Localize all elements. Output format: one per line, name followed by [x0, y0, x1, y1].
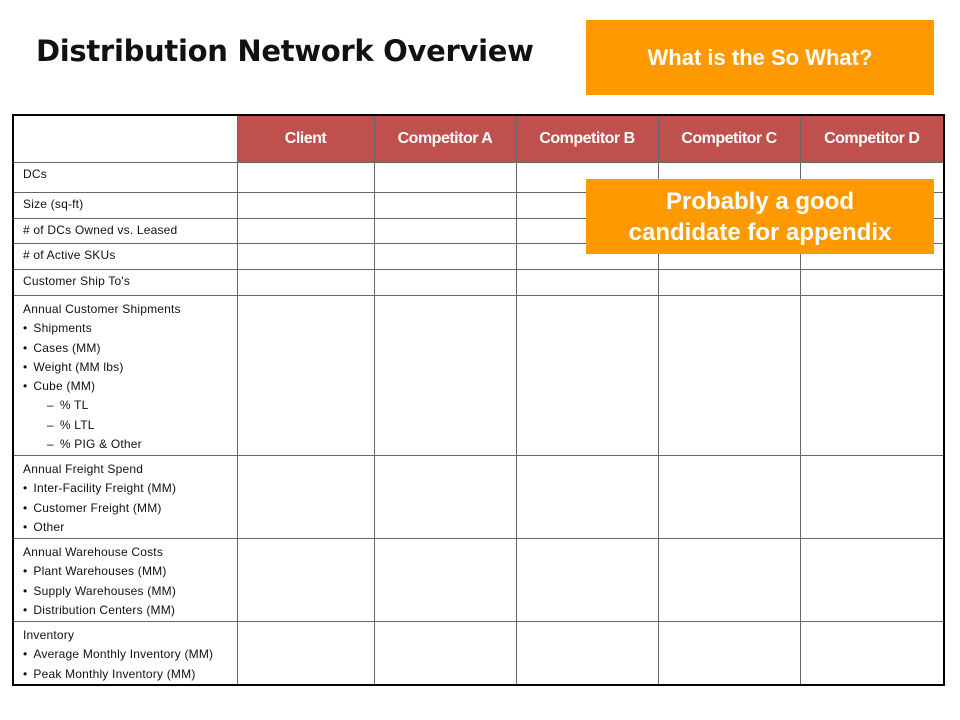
list-item: • Supply Warehouses (MM)	[23, 582, 237, 601]
table-cell	[374, 539, 516, 622]
list-item: • Plant Warehouses (MM)	[23, 562, 237, 581]
header-competitor-a: Competitor A	[374, 115, 516, 163]
table-cell	[516, 456, 658, 539]
row-label-warehouse-costs	[13, 539, 237, 622]
table-cell	[374, 622, 516, 685]
list-item: • Inter-Facility Freight (MM)	[23, 479, 237, 498]
row-heading: Annual Customer Shipments	[23, 302, 181, 316]
table-cell	[237, 539, 374, 622]
table-cell	[658, 539, 800, 622]
list-item: • Other	[23, 518, 237, 537]
table-cell	[374, 270, 516, 296]
row-label-customer-shipments	[13, 296, 237, 456]
table-cell	[237, 622, 374, 685]
header-competitor-c: Competitor C	[658, 115, 800, 163]
slide-title: Distribution Network Overview	[36, 34, 534, 68]
list-item: • Cases (MM)	[23, 339, 237, 358]
list-item: • Customer Freight (MM)	[23, 499, 237, 518]
row-label-ship-tos: Customer Ship To's	[13, 270, 237, 296]
table-row	[13, 270, 944, 296]
table-cell	[800, 539, 944, 622]
table-cell	[658, 622, 800, 685]
row-label-freight-spend	[13, 456, 237, 539]
header-competitor-d: Competitor D	[800, 115, 944, 163]
row-label-active-skus: # of Active SKUs	[13, 244, 237, 270]
row-heading: Inventory	[23, 628, 75, 642]
callout-appendix	[586, 179, 934, 254]
row-label-inventory	[13, 622, 237, 685]
table-cell	[516, 296, 658, 456]
table-cell	[237, 244, 374, 270]
list-item: • Peak Monthly Inventory (MM)	[23, 665, 237, 684]
table-cell	[237, 456, 374, 539]
table-cell	[658, 296, 800, 456]
table-cell	[237, 270, 374, 296]
table-cell	[516, 622, 658, 685]
table-row	[13, 296, 944, 456]
table-cell	[374, 244, 516, 270]
callout-appendix-line2: candidate for appendix	[628, 218, 892, 246]
row-heading: Annual Warehouse Costs	[23, 545, 164, 559]
table-cell	[237, 296, 374, 456]
table-cell	[800, 456, 944, 539]
row-heading: Annual Freight Spend	[23, 462, 144, 476]
header-client: Client	[237, 115, 374, 163]
sub-list-item: – % LTL	[23, 416, 237, 435]
table-cell	[658, 456, 800, 539]
table-cell	[374, 163, 516, 193]
callout-appendix-line1: Probably a good	[665, 187, 854, 215]
table-cell	[237, 193, 374, 219]
list-item: • Average Monthly Inventory (MM)	[23, 645, 237, 664]
table-row	[13, 622, 944, 685]
table-cell	[374, 219, 516, 244]
table-cell	[800, 270, 944, 296]
table-cell	[237, 163, 374, 193]
list-item: • Weight (MM lbs)	[23, 358, 237, 377]
list-item: • Distribution Centers (MM)	[23, 601, 237, 620]
sub-list-item: – % TL	[23, 396, 237, 415]
row-label-owned-leased: # of DCs Owned vs. Leased	[13, 219, 237, 244]
header-blank	[13, 115, 237, 163]
row-label-dcs: DCs	[13, 163, 237, 193]
table-cell	[374, 193, 516, 219]
table-cell	[516, 270, 658, 296]
header-row	[13, 115, 944, 163]
table-row	[13, 539, 944, 622]
table-cell	[374, 456, 516, 539]
table-row	[13, 456, 944, 539]
callout-so-what-text: What is the So What?	[647, 44, 873, 70]
list-item: • Cube (MM)	[23, 377, 237, 396]
header-competitor-b: Competitor B	[516, 115, 658, 163]
table-cell	[800, 622, 944, 685]
row-label-size: Size (sq-ft)	[13, 193, 237, 219]
table-cell	[237, 219, 374, 244]
table-cell	[374, 296, 516, 456]
table-cell	[658, 270, 800, 296]
callout-so-what	[586, 20, 934, 95]
list-item: • Shipments	[23, 319, 237, 338]
sub-list-item: – % PIG & Other	[23, 435, 237, 454]
table-cell	[800, 296, 944, 456]
table-cell	[516, 539, 658, 622]
